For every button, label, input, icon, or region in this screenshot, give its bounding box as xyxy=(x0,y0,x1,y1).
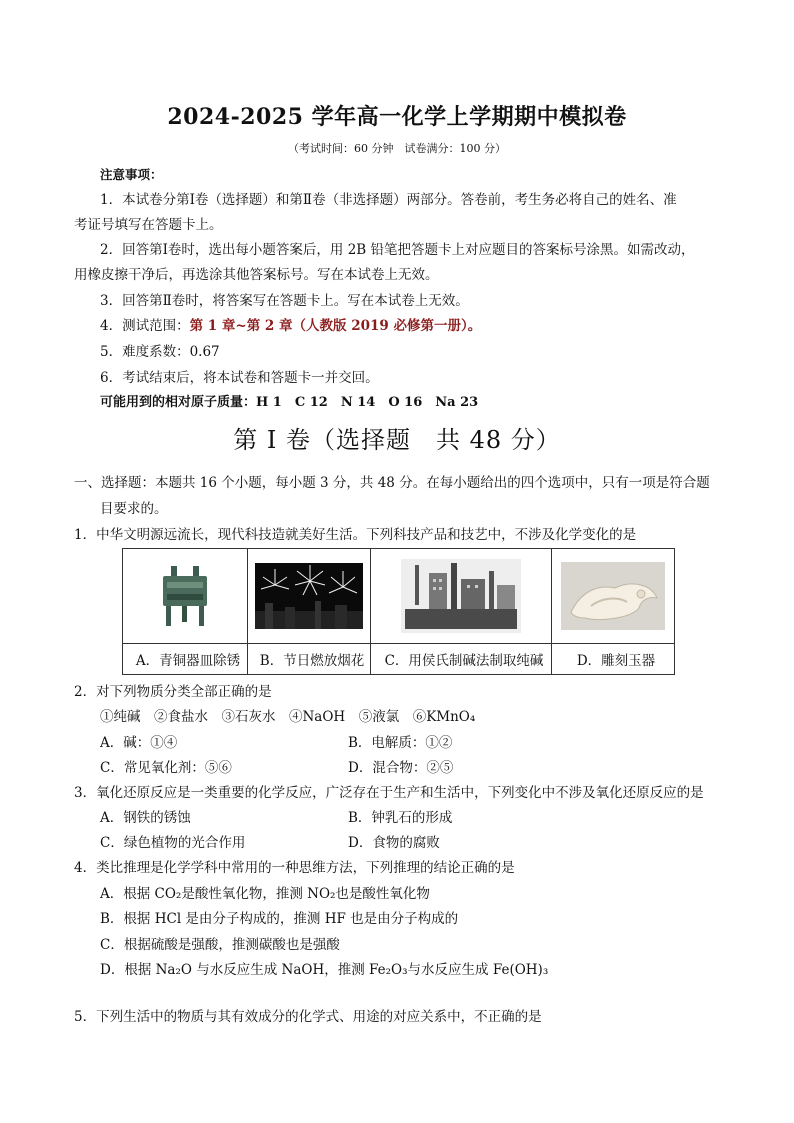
instructions-line2: 目要求的。 xyxy=(100,501,168,517)
q3-option-b[interactable]: B．钟乳石的形成 xyxy=(348,810,453,826)
q4-option-a[interactable]: A．根据 CO₂是酸性氧化物，推测 NO₂也是酸性氧化物 xyxy=(100,886,430,902)
exam-subtitle: （考试时间：60 分钟 试卷满分：100 分） xyxy=(288,142,506,155)
fireworks-icon xyxy=(255,563,363,629)
bronze-vessel-icon xyxy=(155,564,215,628)
q4-option-b[interactable]: B．根据 HCl 是由分子构成的，推测 HF 也是由分子构成的 xyxy=(100,911,459,927)
note-5: 5．难度系数：0.67 xyxy=(100,344,220,360)
q3-option-d[interactable]: D．食物的腐败 xyxy=(348,835,440,851)
q5-stem: 5．下列生活中的物质与其有效成分的化学式、用途的对应关系中，不正确的是 xyxy=(74,1009,542,1025)
q2-option-d[interactable]: D．混合物：②⑤ xyxy=(348,760,454,776)
q3-option-c[interactable]: C．绿色植物的光合作用 xyxy=(100,835,246,851)
notes-heading: 注意事项： xyxy=(100,167,163,182)
q1-option-a[interactable]: A．青铜器皿除锈 xyxy=(123,644,248,675)
q1-option-d[interactable]: D．雕刻玉器 xyxy=(552,644,675,675)
instructions-line1: 一、选择题：本题共 16 个小题，每小题 3 分，共 48 分。在每小题给出的四个选项中，只有一项是符合题 xyxy=(74,475,710,491)
note-3: 3．回答第Ⅱ卷时，将答案写在答题卡上。写在本试卷上无效。 xyxy=(100,293,469,309)
q1-option-b[interactable]: B．节日燃放烟花 xyxy=(248,644,371,675)
q1-image-a xyxy=(123,549,248,644)
q1-option-c[interactable]: C．用侯氏制碱法制取纯碱 xyxy=(371,644,552,675)
q3-stem: 3．氧化还原反应是一类重要的化学反应，广泛存在于生产和生活中，下列变化中不涉及氧化还原反应的是 xyxy=(74,785,704,801)
factory-icon xyxy=(401,559,521,633)
exam-title: 2024-2025 学年高一化学上学期期中模拟卷 xyxy=(167,104,627,130)
note-2b: 用橡皮擦干净后，再选涂其他答案标号。写在本试卷上无效。 xyxy=(74,267,439,283)
note-4-prefix: 4．测试范围： xyxy=(100,318,190,334)
q2-stem: 2．对下列物质分类全部正确的是 xyxy=(74,684,272,700)
q1-image-c xyxy=(371,549,552,644)
note-1b: 考证号填写在答题卡上。 xyxy=(74,217,223,233)
section-title: 第 I 卷（选择题 共 48 分） xyxy=(233,426,561,454)
note-2a: 2．回答第Ⅰ卷时，选出每小题答案后，用 2B 铅笔把答题卡上对应题目的答案标号涂黑。如需改动， xyxy=(100,242,695,258)
note-6: 6．考试结束后，将本试卷和答题卡一并交回。 xyxy=(100,370,379,386)
note-1a: 1．本试卷分第Ⅰ卷（选择题）和第Ⅱ卷（非选择题）两部分。答卷前，考生务必将自己的姓名、准 xyxy=(100,192,677,208)
q2-option-c[interactable]: C．常见氧化剂：⑤⑥ xyxy=(100,760,232,776)
q3-option-a[interactable]: A．钢铁的锈蚀 xyxy=(100,810,191,826)
q4-option-c[interactable]: C．根据硫酸是强酸，推测碳酸也是强酸 xyxy=(100,937,340,953)
q1-stem: 1．中华文明源远流长，现代科技造就美好生活。下列科技产品和技艺中，不涉及化学变化的是 xyxy=(74,527,637,543)
q1-image-d xyxy=(552,549,675,644)
q2-items: ①纯碱 ②食盐水 ③石灰水 ④NaOH ⑤液氯 ⑥KMnO₄ xyxy=(100,709,476,725)
q2-option-b[interactable]: B．电解质：①② xyxy=(348,735,453,751)
q4-option-d[interactable]: D．根据 Na₂O 与水反应生成 NaOH，推测 Fe₂O₃与水反应生成 Fe(OH)₃ xyxy=(100,962,549,978)
q1-option-table xyxy=(122,548,675,675)
note-4-range: 第 1 章~第 2 章（人教版 2019 必修第一册）。 xyxy=(189,318,482,334)
q1-image-b xyxy=(248,549,371,644)
jade-carving-icon xyxy=(561,562,665,630)
note-4 xyxy=(100,316,481,336)
q4-stem: 4．类比推理是化学学科中常用的一种思维方法，下列推理的结论正确的是 xyxy=(74,860,515,876)
atomic-masses: 可能用到的相对原子质量：H 1 C 12 N 14 O 16 Na 23 xyxy=(100,395,479,410)
q2-option-a[interactable]: A．碱：①④ xyxy=(100,735,178,751)
